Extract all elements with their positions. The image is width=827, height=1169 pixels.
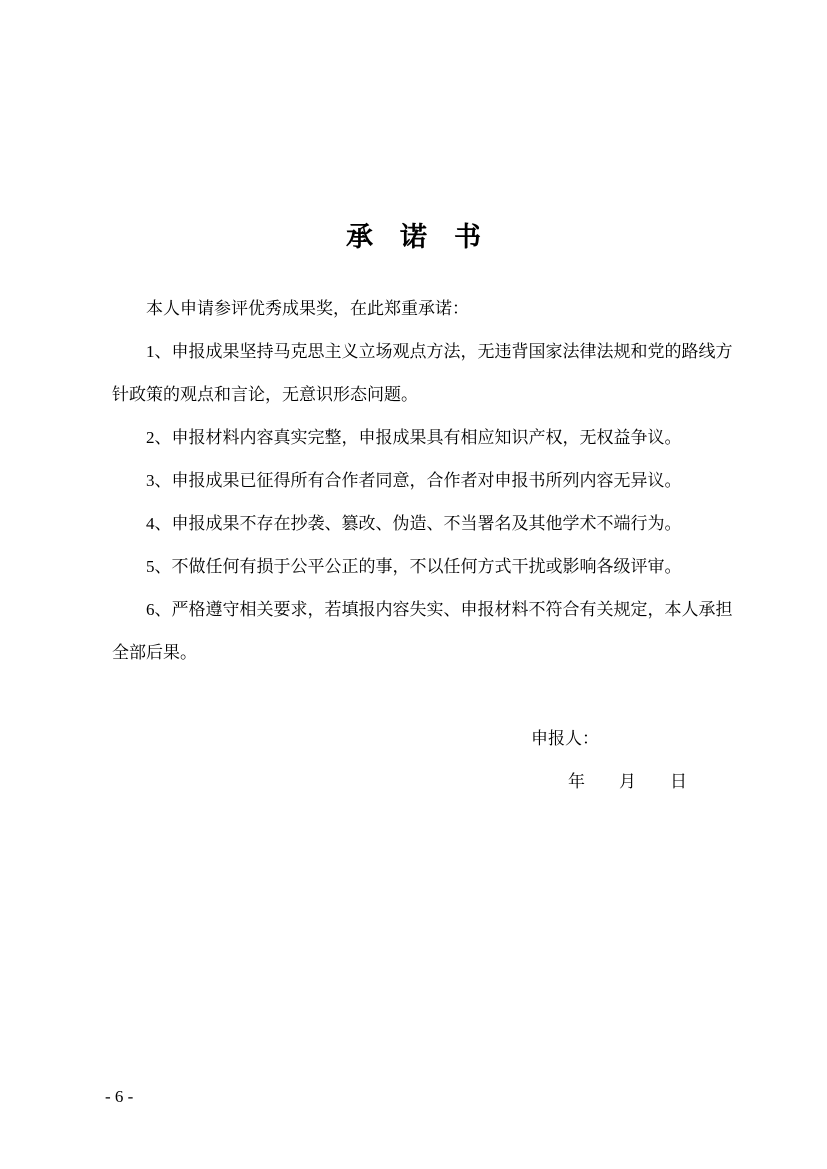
item-2: 2、申报材料内容真实完整，申报成果具有相应知识产权，无权益争议。 bbox=[146, 428, 682, 447]
intro-paragraph: 本人申请参评优秀成果奖，在此郑重承诺： bbox=[146, 299, 469, 318]
spacer-line bbox=[112, 674, 725, 717]
item-6-line-1: 6、严格遵守相关要求，若填报内容失实、申报材料不符合有关规定，本人承担 bbox=[146, 600, 733, 619]
item-3: 3、申报成果已征得所有合作者同意，合作者对申报书所列内容无异议。 bbox=[146, 471, 682, 490]
page-title: 承 诺 书 bbox=[346, 222, 481, 252]
item-1-line-2: 针政策的观点和言论，无意识形态问题。 bbox=[112, 385, 418, 404]
item-1-line-1: 1、申报成果坚持马克思主义立场观点方法，无违背国家法律法规和党的路线方 bbox=[146, 342, 733, 361]
document-body bbox=[112, 287, 733, 803]
item-6-line-2: 全部后果。 bbox=[112, 643, 197, 662]
applicant-signature-label: 申报人： bbox=[531, 729, 599, 748]
signature-date-line: 年 月 日 bbox=[568, 772, 687, 791]
item-5: 5、不做任何有损于公平公正的事，不以任何方式干扰或影响各级评审。 bbox=[146, 557, 682, 576]
item-4: 4、申报成果不存在抄袭、篡改、伪造、不当署名及其他学术不端行为。 bbox=[146, 514, 682, 533]
page-number: - 6 - bbox=[105, 1087, 134, 1106]
